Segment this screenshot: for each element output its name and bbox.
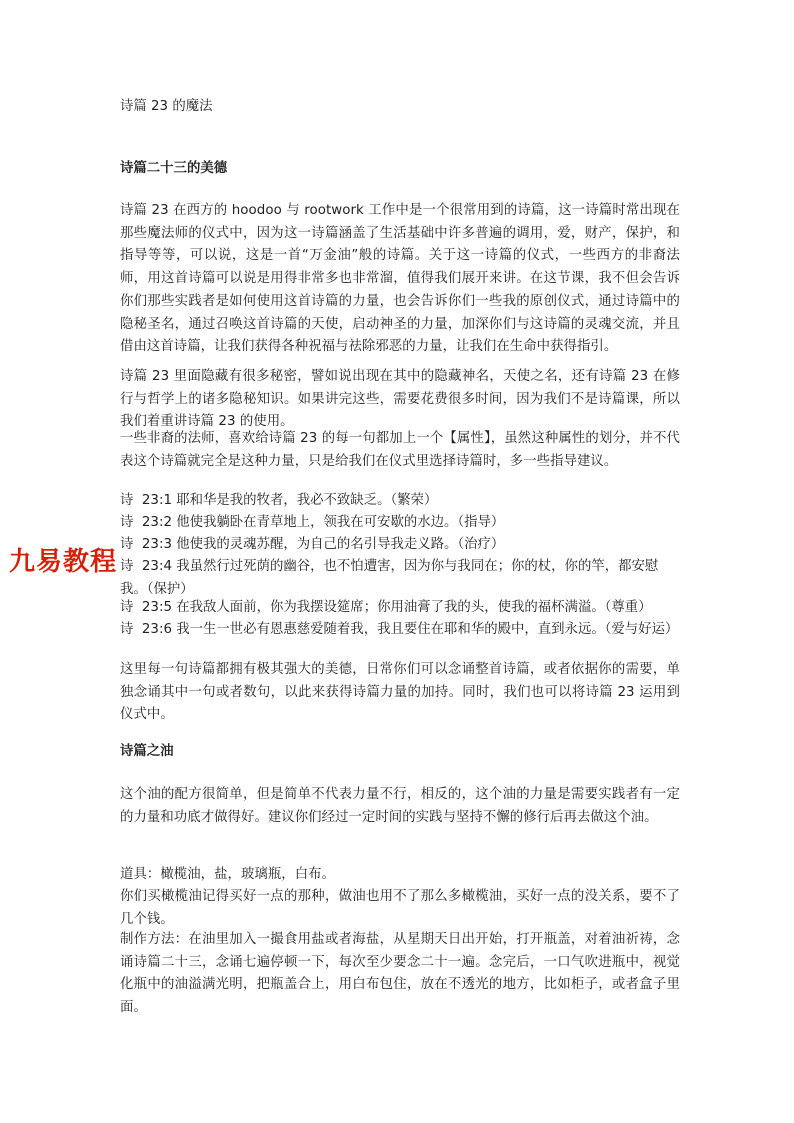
attributes-paragraph: 一些非裔的法师，喜欢给诗篇 23 的每一句都加上一个【属性】，虽然这种属性的划分，并不代表这个诗篇就完全是这种力量，只是给我们在仪式里选择诗篇时，多一些指导建议。 [120, 431, 680, 469]
verse-4: 诗 23:4 我虽然行过死荫的幽谷，也不怕遭害，因为你与我同在；你的杖，你的竿，都安慰我。（保护） [120, 559, 659, 597]
section-heading-virtues: 诗篇二十三的美德 [120, 161, 228, 176]
watermark-logo: 九易教程 [9, 547, 118, 577]
oil-paragraph: 这个油的配方很简单，但是简单不代表力量不行，相反的，这个油的力量是需要实践者有一定的力量和功底才做得好。建议你们经过一定时间的实践与坚持不懈的修行后再去做这个油。 [120, 787, 680, 825]
verse-1: 诗 23:1 耶和华是我的牧者，我必不致缺乏。（繁荣） [120, 493, 438, 508]
tools-line: 道具：橄榄油，盐，玻璃瓶，白布。 [120, 867, 336, 882]
verse-3: 诗 23:3 他使我的灵魂苏醒，为自己的名引导我走义路。（治疗） [120, 537, 505, 552]
verse-2: 诗 23:2 他使我躺卧在青草地上，领我在可安歇的水边。（指导） [120, 515, 505, 530]
secrets-paragraph: 诗篇 23 里面隐藏有很多秘密，譬如说出现在其中的隐藏神名，天使之名，还有诗篇 23 在修行与哲学上的诸多隐秘知识。如果讲完这些，需要花费很多时间，因为我们不是诗篇课，所以我们着重讲诗篇 23 的使用。 [120, 369, 680, 430]
document-title: 诗篇 23 的魔法 [120, 99, 213, 114]
intro-paragraph: 诗篇 23 在西方的 hoodoo 与 rootwork 工作中是一个很常用到的诗篇，这一诗篇时常出现在那些魔法师的仪式中，因为这一诗篇涵盖了生活基础中许多普遍的调用，爱，财产，保护，和指导等等，可以说，这是一首“万金油”般的诗篇。关于这一诗篇的仪式，一些西方的非裔法师，用这首诗篇可以说是用得非常多也非常溜，值得我们展开来讲。在这节课，我不但会告诉你们那些实践者是如何使用这首诗篇的力量，也会告诉你们一些我的原创仪式，通过诗篇中的隐秘圣名，通过召唤这首诗篇的天使，启动神圣的力量，加深你们与这诗篇的灵魂交流，并且借由这首诗篇，让我们获得各种祝福与祛除邪恶的力量，让我们在生命中获得指引。 [120, 203, 680, 355]
method-paragraph: 制作方法：在油里加入一撮食用盐或者海盐，从星期天日出开始，打开瓶盖，对着油祈祷，念诵诗篇二十三，念诵七遍停顿一下，每次至少要念二十一遍。念完后，一口气吹进瓶中，视觉化瓶中的油溢满光明，把瓶盖合上，用白布包住，放在不透光的地方，比如柜子，或者盒子里面。 [120, 932, 680, 1016]
virtues-paragraph: 这里每一句诗篇都拥有极其强大的美德，日常你们可以念诵整首诗篇，或者依据你的需要，单独念诵其中一句或者数句，以此来获得诗篇力量的加持。同时，我们也可以将诗篇 23 运用到仪式中。 [120, 662, 680, 723]
verse-6: 诗 23:6 我一生一世必有恩惠慈爱随着我，我且要住在耶和华的殿中，直到永远。（爱与好运） [120, 622, 679, 637]
verse-5: 诗 23:5 在我敌人面前，你为我摆设筵席；你用油膏了我的头，使我的福杯满溢。（尊重） [120, 600, 652, 615]
section-heading-oil: 诗篇之油 [120, 744, 174, 759]
tools-note: 你们买橄榄油记得买好一点的那种，做油也用不了那么多橄榄油，买好一点的没关系，要不了几个钱。 [120, 889, 680, 927]
